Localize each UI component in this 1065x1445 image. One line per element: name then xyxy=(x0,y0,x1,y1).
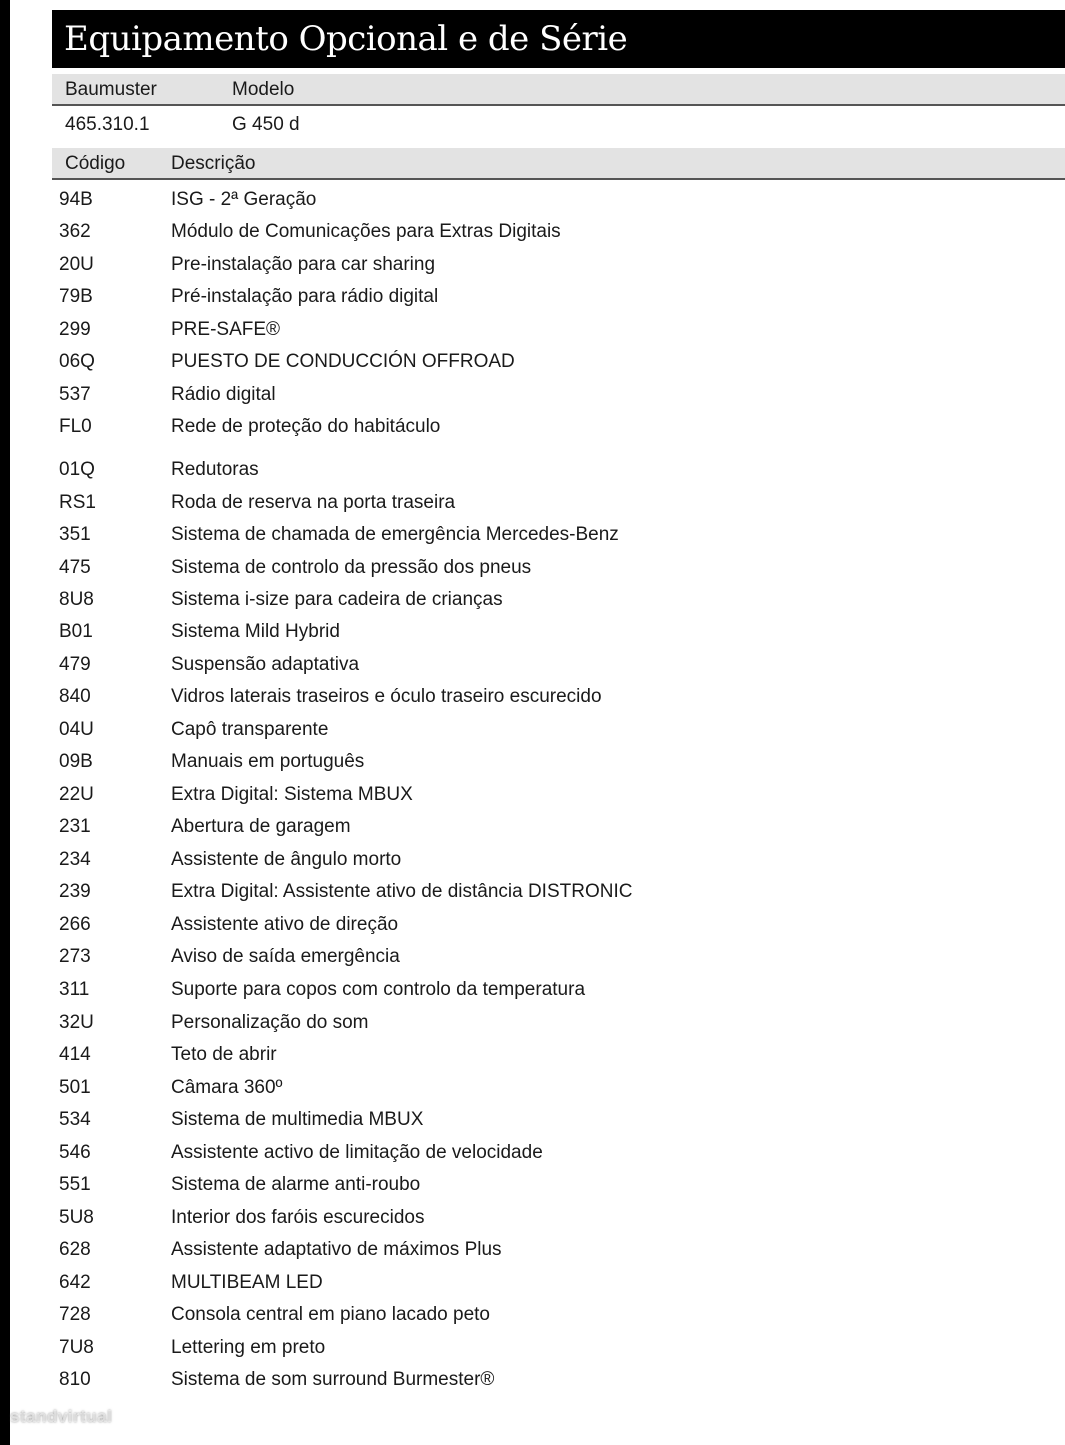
table-row xyxy=(52,1237,1065,1263)
table-row xyxy=(52,814,1065,840)
modelo-value: G 450 d xyxy=(232,114,300,135)
row-code: 8U8 xyxy=(59,589,94,610)
table-row xyxy=(52,1335,1065,1361)
modelo-label: Modelo xyxy=(232,79,295,100)
table-row xyxy=(52,684,1065,710)
table-row xyxy=(52,522,1065,548)
row-description: Teto de abrir xyxy=(171,1044,277,1065)
table-header xyxy=(52,148,1065,180)
row-description: ISG - 2ª Geração xyxy=(171,189,317,210)
row-description: Roda de reserva na porta traseira xyxy=(171,492,456,513)
row-code: 234 xyxy=(59,849,91,870)
table-row xyxy=(52,912,1065,938)
baumuster-value: 465.310.1 xyxy=(65,114,150,135)
row-code: 7U8 xyxy=(59,1337,94,1358)
row-code: 534 xyxy=(59,1109,91,1130)
row-description: Sistema i-size para cadeira de crianças xyxy=(171,589,503,610)
table-row xyxy=(52,717,1065,743)
row-code: 299 xyxy=(59,319,91,340)
table-row xyxy=(52,1140,1065,1166)
row-description: Vidros laterais traseiros e óculo traseiro escurecido xyxy=(171,686,602,707)
row-code: 79B xyxy=(59,286,93,307)
row-code: 09B xyxy=(59,751,93,772)
page-title: Equipamento Opcional e de Série xyxy=(64,19,628,59)
title-bar xyxy=(52,10,1065,68)
baumuster-label: Baumuster xyxy=(65,79,157,100)
table-row xyxy=(52,414,1065,440)
row-code: 20U xyxy=(59,254,94,275)
row-code: 06Q xyxy=(59,351,95,372)
table-row xyxy=(52,555,1065,581)
row-code: 479 xyxy=(59,654,91,675)
row-description: Interior dos faróis escurecidos xyxy=(171,1207,425,1228)
row-code: 22U xyxy=(59,784,94,805)
table-row xyxy=(52,1270,1065,1296)
row-code: 501 xyxy=(59,1077,91,1098)
row-description: Redutoras xyxy=(171,459,259,480)
row-description: Lettering em preto xyxy=(171,1337,326,1358)
row-description: Sistema de multimedia MBUX xyxy=(171,1109,424,1130)
row-code: 32U xyxy=(59,1012,94,1033)
row-code: 01Q xyxy=(59,459,95,480)
row-description: Sistema de controlo da pressão dos pneus xyxy=(171,557,532,578)
row-code: 537 xyxy=(59,384,91,405)
table-row xyxy=(52,1010,1065,1036)
row-description: PUESTO DE CONDUCCIÓN OFFROAD xyxy=(171,351,515,372)
row-description: Pre-instalação para car sharing xyxy=(171,254,436,275)
row-description: Suporte para copos com controlo da temperatura xyxy=(171,979,586,1000)
row-description: Aviso de saída emergência xyxy=(171,946,400,967)
row-code: 551 xyxy=(59,1174,91,1195)
row-code: 642 xyxy=(59,1272,91,1293)
table-row xyxy=(52,587,1065,613)
row-description: Personalização do som xyxy=(171,1012,369,1033)
row-code: 239 xyxy=(59,881,91,902)
row-description: Módulo de Comunicações para Extras Digitais xyxy=(171,221,561,242)
model-header xyxy=(52,74,1065,106)
row-code: 311 xyxy=(59,979,90,1000)
row-code: B01 xyxy=(59,621,93,642)
table-row xyxy=(52,847,1065,873)
table-row xyxy=(52,490,1065,516)
row-code: 362 xyxy=(59,221,91,242)
row-description: Assistente de ângulo morto xyxy=(171,849,402,870)
row-description: MULTIBEAM LED xyxy=(171,1272,323,1293)
table-row xyxy=(52,879,1065,905)
row-description: Abertura de garagem xyxy=(171,816,351,837)
table-row xyxy=(52,284,1065,310)
row-description: Sistema de som surround Burmester® xyxy=(171,1369,495,1390)
table-row xyxy=(52,944,1065,970)
row-code: 546 xyxy=(59,1142,91,1163)
row-description: Assistente ativo de direção xyxy=(171,914,399,935)
row-code: 5U8 xyxy=(59,1207,94,1228)
document-page xyxy=(10,0,1065,1445)
table-row xyxy=(52,1205,1065,1231)
watermark-logo: standvirtual xyxy=(10,1407,113,1426)
row-code: 628 xyxy=(59,1239,91,1260)
table-row xyxy=(52,382,1065,408)
row-description: Pré-instalação para rádio digital xyxy=(171,286,439,307)
row-description: Sistema Mild Hybrid xyxy=(171,621,340,642)
row-code: 414 xyxy=(59,1044,91,1065)
row-code: RS1 xyxy=(59,492,96,513)
row-code: 266 xyxy=(59,914,91,935)
row-description: Câmara 360º xyxy=(171,1077,283,1098)
row-description: Rádio digital xyxy=(171,384,276,405)
row-code: 728 xyxy=(59,1304,91,1325)
row-description: Consola central em piano lacado peto xyxy=(171,1304,490,1325)
table-row xyxy=(52,457,1065,483)
row-code: 273 xyxy=(59,946,91,967)
row-description: Extra Digital: Assistente ativo de distância DISTRONIC xyxy=(171,881,633,902)
table-row xyxy=(52,1075,1065,1101)
row-code: 840 xyxy=(59,686,91,707)
table-row xyxy=(52,349,1065,375)
table-row xyxy=(52,219,1065,245)
row-description: Capô transparente xyxy=(171,719,329,740)
row-description: PRE-SAFE® xyxy=(171,319,281,340)
row-code: FL0 xyxy=(59,416,92,437)
table-row xyxy=(52,1107,1065,1133)
table-row xyxy=(52,1042,1065,1068)
row-description: Suspensão adaptativa xyxy=(171,654,360,675)
row-code: 475 xyxy=(59,557,91,578)
table-row xyxy=(52,749,1065,775)
row-code: 94B xyxy=(59,189,93,210)
table-row xyxy=(52,252,1065,278)
table-row xyxy=(52,1367,1065,1393)
table-row xyxy=(52,652,1065,678)
row-description: Manuais em português xyxy=(171,751,365,772)
row-code: 04U xyxy=(59,719,94,740)
row-code: 231 xyxy=(59,816,91,837)
codigo-label: Código xyxy=(65,153,126,174)
row-code: 351 xyxy=(59,524,91,545)
row-description: Assistente activo de limitação de velocidade xyxy=(171,1142,543,1163)
table-row xyxy=(52,977,1065,1003)
row-code: 810 xyxy=(59,1369,91,1390)
table-row xyxy=(52,1172,1065,1198)
row-description: Rede de proteção do habitáculo xyxy=(171,416,441,437)
row-description: Extra Digital: Sistema MBUX xyxy=(171,784,413,805)
row-description: Sistema de chamada de emergência Mercedes-Benz xyxy=(171,524,619,545)
table-row xyxy=(52,317,1065,343)
table-row xyxy=(52,1302,1065,1328)
table-row xyxy=(52,782,1065,808)
descricao-label: Descrição xyxy=(171,153,256,174)
table-row xyxy=(52,187,1065,213)
row-description: Assistente adaptativo de máximos Plus xyxy=(171,1239,502,1260)
table-row xyxy=(52,619,1065,645)
row-description: Sistema de alarme anti-roubo xyxy=(171,1174,421,1195)
